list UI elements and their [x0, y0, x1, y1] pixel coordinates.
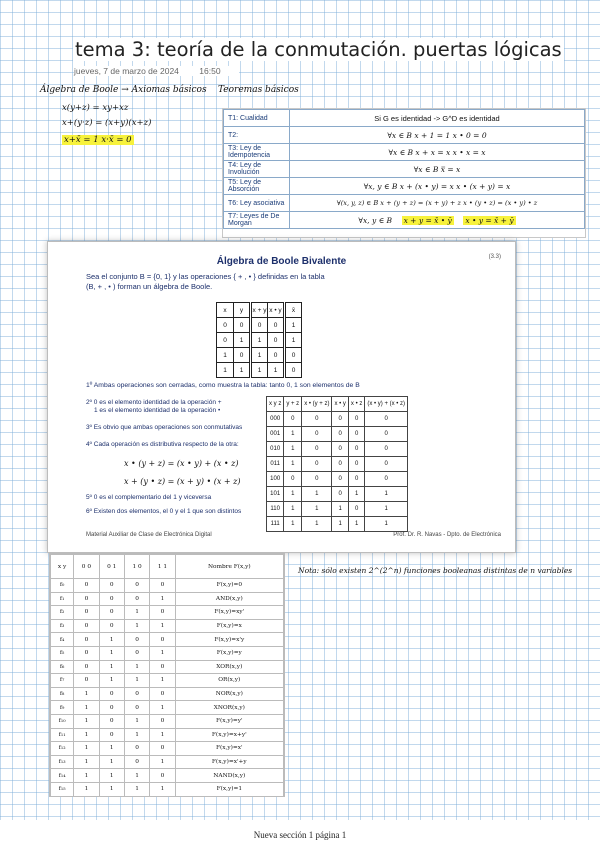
table-cell: 0	[285, 348, 302, 363]
bivalent-footer-left: Material Auxiliar de Clase de Electrónica Digital	[86, 532, 212, 538]
table-header-row	[217, 303, 302, 318]
table-cell: 1	[99, 646, 124, 660]
page-date: jueves, 7 de marzo de 2024	[74, 66, 179, 76]
table-cell: 1	[365, 502, 408, 517]
table-cell: 110	[267, 502, 284, 517]
table-cell: 0	[268, 348, 285, 363]
table-row	[224, 110, 585, 127]
table-cell: 0	[124, 592, 149, 606]
table-cell: f₁₃	[51, 755, 74, 769]
table-cell: 1	[234, 363, 251, 378]
demorgan-law-2: x • y = x̄ + ȳ	[465, 215, 514, 225]
table-cell: 1	[124, 674, 149, 688]
table-cell: f₀	[51, 579, 74, 593]
table-cell: 1	[268, 363, 285, 378]
table-cell: 0	[332, 457, 348, 472]
table-cell: 0	[217, 318, 234, 333]
table-cell: 0	[302, 457, 332, 472]
table-row	[51, 646, 284, 660]
table-cell: XOR(x,y)	[175, 660, 283, 674]
table-cell: 010	[267, 442, 284, 457]
table-cell: 1	[234, 333, 251, 348]
table-row	[217, 318, 302, 333]
table-cell: f₄	[51, 633, 74, 647]
table-row	[224, 212, 585, 229]
handwritten-axiom-2: x+(y·z) = (x+y)(x+z)	[62, 118, 152, 128]
table-cell: 0	[99, 592, 124, 606]
bivalent-algebra-image	[47, 241, 516, 553]
table-row	[224, 178, 585, 195]
table-cell: 0	[302, 412, 332, 427]
table-header-cell: x	[217, 303, 234, 318]
table-cell: 1	[124, 782, 149, 796]
table-cell: 1	[124, 606, 149, 620]
table-cell: 1	[74, 755, 99, 769]
table-cell: 1	[74, 701, 99, 715]
theorem-formula	[290, 212, 585, 229]
table-cell: 1	[99, 755, 124, 769]
table-cell: 0	[365, 412, 408, 427]
table-cell: 0	[365, 472, 408, 487]
table-cell: 0	[99, 579, 124, 593]
table-header-cell: Nombre F(x,y)	[175, 555, 283, 579]
table-row	[51, 687, 284, 701]
table-cell: 1	[99, 633, 124, 647]
table-cell: 0	[74, 674, 99, 688]
table-cell: 1	[99, 782, 124, 796]
table-cell: F(x,y)=1	[175, 782, 283, 796]
table-cell: f₁₁	[51, 728, 74, 742]
table-header-cell: x • z	[348, 397, 364, 412]
table-cell: F(x,y)=x'+y	[175, 755, 283, 769]
table-row	[51, 714, 284, 728]
table-row	[217, 348, 302, 363]
table-cell: 0	[268, 333, 285, 348]
table-cell: 000	[267, 412, 284, 427]
table-row	[51, 592, 284, 606]
table-cell: 0	[285, 363, 302, 378]
table-cell: 0	[74, 606, 99, 620]
functions-table-image	[49, 553, 285, 797]
theorem-label: T5: Ley de Absorción	[224, 178, 290, 195]
table-row	[51, 769, 284, 783]
table-cell: F(x,y)=xy'	[175, 606, 283, 620]
table-row	[51, 782, 284, 796]
table-cell: f₁	[51, 592, 74, 606]
table-cell: 1	[124, 660, 149, 674]
table-header-cell: y + z	[284, 397, 302, 412]
table-cell: f₇	[51, 674, 74, 688]
table-cell: 1	[348, 487, 364, 502]
table-cell: F(x,y)=x'	[175, 742, 283, 756]
table-cell: 0	[150, 742, 175, 756]
table-cell: 0	[74, 579, 99, 593]
table-cell: 0	[74, 660, 99, 674]
table-cell: 1	[150, 782, 175, 796]
table-cell: 1	[150, 619, 175, 633]
table-cell: 0	[332, 412, 348, 427]
table-cell: 0	[74, 633, 99, 647]
table-cell: 1	[150, 755, 175, 769]
table-cell: 1	[302, 487, 332, 502]
table-cell: 0	[99, 619, 124, 633]
bivalent-footer-right: Prof. Dr. R. Navas - Dpto. de Electrónica	[393, 532, 501, 538]
table-cell: f₉	[51, 701, 74, 715]
theorem-label: T6: Ley asociativa	[224, 195, 290, 212]
table-cell: f₈	[51, 687, 74, 701]
theorem-label: T2:	[224, 127, 290, 144]
table-cell: 0	[74, 619, 99, 633]
table-cell: 1	[124, 728, 149, 742]
distributive-eq-1: x • (y + z) = (x • y) + (x • z)	[124, 459, 239, 468]
table-row	[51, 701, 284, 715]
distributive-proof-table	[266, 396, 408, 532]
table-row	[267, 442, 408, 457]
table-cell: 0	[302, 442, 332, 457]
table-cell: 1	[150, 674, 175, 688]
theorem-formula: ∀(x, y, z) ∈ B x + (y + z) = (x + y) + z x • (y • z) = (x • y) • z	[290, 195, 585, 212]
table-cell: 0	[124, 755, 149, 769]
table-cell: 1	[284, 442, 302, 457]
handwritten-teoremas-heading: Teoremas básicos	[218, 85, 299, 95]
table-header-cell: 1 0	[124, 555, 149, 579]
table-cell: 1	[348, 517, 364, 532]
table-header-cell: y	[234, 303, 251, 318]
table-cell: 1	[124, 714, 149, 728]
table-cell: 0	[332, 442, 348, 457]
table-row	[224, 195, 585, 212]
table-cell: 0	[99, 606, 124, 620]
table-cell: 0	[124, 742, 149, 756]
table-cell: OR(x,y)	[175, 674, 283, 688]
table-cell: 1	[365, 487, 408, 502]
table-cell: 0	[284, 412, 302, 427]
page-meta	[74, 66, 239, 76]
property-3: 3º Es obvio que ambas operaciones son conmutativas	[86, 424, 243, 431]
table-cell: 1	[284, 517, 302, 532]
table-cell: 101	[267, 487, 284, 502]
table-cell: 1	[74, 742, 99, 756]
table-header-cell: (x • y) + (x • z)	[365, 397, 408, 412]
theorems-table	[223, 109, 585, 229]
table-row	[224, 144, 585, 161]
table-cell: XNOR(x,y)	[175, 701, 283, 715]
page-time: 16:50	[199, 66, 221, 76]
table-cell: 001	[267, 427, 284, 442]
table-cell: 1	[74, 728, 99, 742]
theorem-formula: ∀x ∈ B x + x = x x • x = x	[290, 144, 585, 161]
table-cell: 100	[267, 472, 284, 487]
table-row	[267, 502, 408, 517]
table-header-row	[267, 397, 408, 412]
table-cell: 1	[99, 660, 124, 674]
table-header-cell: x̄	[285, 303, 302, 318]
property-6: 6º Existen dos elementos, el 0 y el 1 que son distintos	[86, 508, 242, 515]
table-cell: F(x,y)=x	[175, 619, 283, 633]
table-cell: 1	[284, 457, 302, 472]
table-header-cell: 1 1	[150, 555, 175, 579]
table-row	[217, 333, 302, 348]
table-cell: 0	[124, 701, 149, 715]
table-header-cell: 0 0	[74, 555, 99, 579]
table-cell: 0	[124, 579, 149, 593]
table-cell: 1	[217, 348, 234, 363]
table-row	[51, 619, 284, 633]
table-header-cell: x y	[51, 555, 74, 579]
property-4: 4º Cada operación es distributiva respecto de la otra:	[86, 441, 239, 448]
table-header-cell: x • (y + z)	[302, 397, 332, 412]
table-cell: NAND(x,y)	[175, 769, 283, 783]
handwritten-axiom-1: x(y+z) = xy+xz	[62, 103, 129, 113]
table-cell: f₆	[51, 660, 74, 674]
theorem-label: T4: Ley de Involución	[224, 161, 290, 178]
table-cell: 0	[284, 472, 302, 487]
table-cell: 111	[267, 517, 284, 532]
bivalent-intro	[86, 272, 466, 292]
distributive-eq-2: x + (y • z) = (x + y) • (x + z)	[124, 477, 241, 486]
bivalent-intro-line-2: (B, + , • ) forman un álgebra de Boole.	[86, 281, 213, 291]
table-cell: 0	[332, 472, 348, 487]
table-cell: F(x,y)=y'	[175, 714, 283, 728]
table-cell: f₅	[51, 646, 74, 660]
table-cell: 0	[217, 333, 234, 348]
table-cell: 0	[150, 606, 175, 620]
table-header-cell: x • y	[268, 303, 285, 318]
table-row	[51, 660, 284, 674]
table-cell: 1	[365, 517, 408, 532]
table-cell: f₁₂	[51, 742, 74, 756]
table-row	[217, 363, 302, 378]
table-row	[267, 427, 408, 442]
theorem-formula: ∀x ∈ B x̿ = x	[290, 161, 585, 178]
table-cell: 0	[99, 714, 124, 728]
table-cell: f₁₀	[51, 714, 74, 728]
table-cell: 1	[150, 701, 175, 715]
table-cell: 0	[150, 714, 175, 728]
table-cell: 0	[348, 457, 364, 472]
table-cell: 0	[365, 442, 408, 457]
table-cell: 1	[99, 769, 124, 783]
table-cell: 1	[99, 674, 124, 688]
theorems-table-image	[222, 108, 586, 238]
table-header-cell: x • y	[332, 397, 348, 412]
theorem-formula: ∀x ∈ B x + 1 = 1 x • 0 = 0	[290, 127, 585, 144]
table-cell: f₂	[51, 606, 74, 620]
table-cell: 1	[150, 646, 175, 660]
table-header-cell: x y z	[267, 397, 284, 412]
two-variable-functions-table	[50, 554, 284, 797]
table-cell: AND(x,y)	[175, 592, 283, 606]
table-cell: 1	[332, 502, 348, 517]
table-cell: 0	[302, 472, 332, 487]
table-cell: 1	[284, 487, 302, 502]
table-row	[267, 487, 408, 502]
handwritten-algebra-heading: Álgebra de Boole → Axiomas básicos	[40, 85, 207, 95]
table-row	[51, 728, 284, 742]
table-cell: 0	[150, 769, 175, 783]
table-cell: 0	[348, 412, 364, 427]
table-cell: 0	[332, 487, 348, 502]
demorgan-law-1: x + y = x̄ • ȳ	[403, 215, 452, 225]
table-cell: 0	[150, 579, 175, 593]
table-cell: 1	[124, 769, 149, 783]
table-cell: 0	[348, 442, 364, 457]
table-cell: 0	[99, 701, 124, 715]
table-cell: 0	[365, 427, 408, 442]
table-cell: 0	[348, 472, 364, 487]
table-header-row	[51, 555, 284, 579]
table-cell: 1	[251, 363, 268, 378]
table-cell: 0	[365, 457, 408, 472]
table-cell: 1	[74, 714, 99, 728]
table-cell: 1	[285, 333, 302, 348]
table-cell: 1	[74, 782, 99, 796]
table-cell: F(x,y)=y	[175, 646, 283, 660]
table-cell: 0	[150, 660, 175, 674]
table-row	[51, 755, 284, 769]
table-header-cell: x + y	[251, 303, 268, 318]
table-cell: 0	[234, 348, 251, 363]
table-cell: f₁₄	[51, 769, 74, 783]
bivalent-ref: (3.3)	[488, 254, 501, 260]
table-cell: F(x,y)=0	[175, 579, 283, 593]
table-row	[51, 674, 284, 688]
table-cell: 0	[332, 427, 348, 442]
table-cell: 1	[302, 517, 332, 532]
table-cell: 0	[74, 592, 99, 606]
page-title: tema 3: teoría de la conmutación. puertas lógicas	[75, 38, 562, 61]
handwritten-axiom-3: x+x̄ = 1 x·x̄ = 0	[64, 135, 132, 145]
theorem-formula: ∀x, y ∈ B x + (x • y) = x x • (x + y) = x	[290, 178, 585, 195]
property-2a: 2º 0 es el elemento identidad de la operación +	[86, 399, 222, 406]
theorem-label: T3: Ley de Idempotencia	[224, 144, 290, 161]
table-cell: 0	[124, 646, 149, 660]
table-cell: f₃	[51, 619, 74, 633]
table-cell: 0	[150, 687, 175, 701]
table-cell: 0	[234, 318, 251, 333]
table-cell: 1	[150, 728, 175, 742]
table-cell: 0	[124, 633, 149, 647]
table-cell: 1	[251, 333, 268, 348]
table-cell: 0	[99, 687, 124, 701]
table-cell: 0	[268, 318, 285, 333]
table-cell: f₁₅	[51, 782, 74, 796]
table-cell: 1	[302, 502, 332, 517]
table-cell: 1	[217, 363, 234, 378]
theorem-label: T7: Leyes de De Morgan	[224, 212, 290, 229]
table-row	[51, 633, 284, 647]
table-cell: 1	[74, 769, 99, 783]
table-header-cell: 0 1	[99, 555, 124, 579]
basic-truth-table	[216, 302, 302, 378]
table-cell: 0	[124, 687, 149, 701]
table-cell: F(x,y)=x+y'	[175, 728, 283, 742]
table-cell: 1	[150, 592, 175, 606]
handwritten-nota: Nota: sólo existen 2^(2^n) funciones booleanas distintas de n variables	[298, 566, 573, 575]
property-1: 1º Ambas operaciones son cerradas, como muestra la tabla: tanto 0, 1 son elementos de B	[86, 382, 360, 389]
table-row	[51, 606, 284, 620]
table-row	[224, 127, 585, 144]
page-footer: Nueva sección 1 página 1	[253, 830, 347, 840]
table-row	[267, 472, 408, 487]
theorem-formula: Si G es identidad -> G^D es identidad	[290, 110, 585, 127]
table-cell: 0	[99, 728, 124, 742]
table-cell: 1	[251, 348, 268, 363]
table-cell: 1	[332, 517, 348, 532]
bivalent-title: Álgebra de Boole Bivalente	[216, 256, 347, 267]
table-row	[267, 517, 408, 532]
property-5: 5º 0 es el complementario del 1 y viceversa	[86, 494, 212, 501]
table-cell: 1	[285, 318, 302, 333]
table-cell: F(x,y)=x'y	[175, 633, 283, 647]
bivalent-intro-line-1: Sea el conjunto B = {0, 1} y las operaciones { + , • } definidas en la tabla	[86, 272, 325, 281]
table-row	[51, 579, 284, 593]
table-cell: 0	[302, 427, 332, 442]
table-cell: 1	[284, 427, 302, 442]
table-cell: 1	[284, 502, 302, 517]
table-cell: 0	[74, 646, 99, 660]
table-cell: 0	[348, 427, 364, 442]
property-2b: 1 es el elemento identidad de la operación •	[94, 407, 221, 414]
table-cell: 0	[251, 318, 268, 333]
table-cell: 0	[348, 502, 364, 517]
theorem-label: T1: Cualidad	[224, 110, 290, 127]
table-cell: 011	[267, 457, 284, 472]
table-cell: 1	[124, 619, 149, 633]
demorgan-quantifier: ∀x, y ∈ B	[358, 215, 393, 225]
table-row	[267, 412, 408, 427]
table-cell: 0	[150, 633, 175, 647]
table-row	[224, 161, 585, 178]
table-row	[267, 457, 408, 472]
table-row	[51, 742, 284, 756]
table-cell: 1	[74, 687, 99, 701]
table-cell: 1	[99, 742, 124, 756]
table-cell: NOR(x,y)	[175, 687, 283, 701]
